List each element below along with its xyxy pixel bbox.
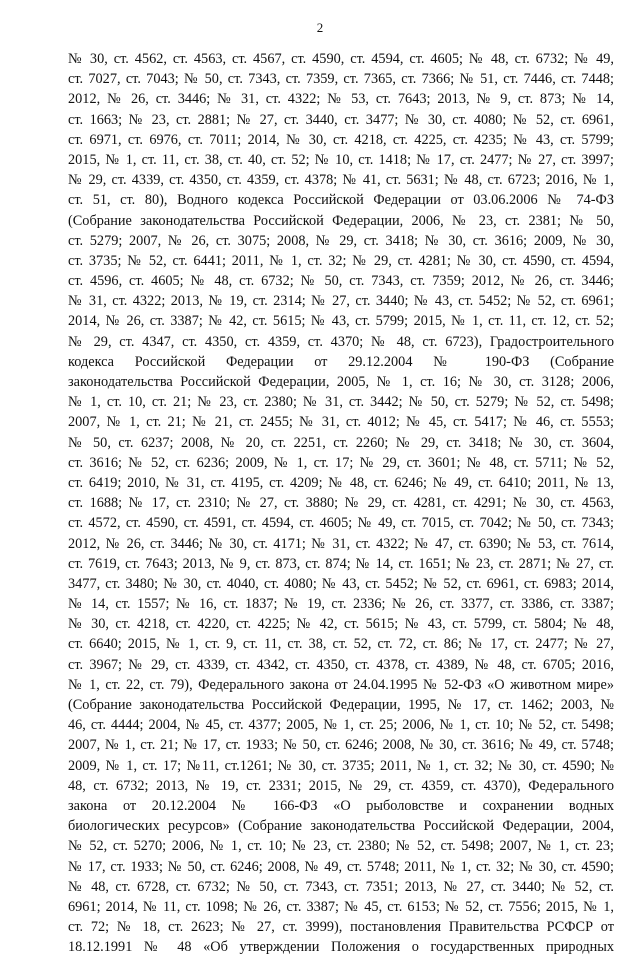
text-line: законодательства Российской Федерации, 2005, № 1, ст. 16; № 30, ст. 3128; 2006, [68, 374, 614, 390]
text-line: № 1, ст. 22, ст. 79), Федерального закона от 24.04.1995 № 52-ФЗ «О животном мире» [68, 676, 614, 693]
text-line: ст. 3967; № 29, ст. 4339, ст. 4342, ст. 4350, ст. 4378, ст. 4389, № 48, ст. 6705; 2016, [68, 656, 614, 673]
text-line: № 29, ст. 4347, ст. 4350, ст. 4359, ст. 4370; № 48, ст. 6723), Градостроительного [68, 333, 614, 350]
text-line: 2014, № 26, ст. 3387; № 42, ст. 5615; № 43, ст. 5799; 2015, № 1, ст. 11, ст. 12, ст. 52; [68, 313, 614, 330]
text-line: ст. 6971, ст. 6976, ст. 7011; 2014, № 30, ст. 4218, ст. 4225, ст. 4235; № 43, ст. 5799; [68, 131, 614, 148]
text-line: ст. 6640; 2015, № 1, ст. 9, ст. 11, ст. 38, ст. 52, ст. 72, ст. 86; № 17, ст. 2477; № 27, [68, 636, 614, 653]
text-line: 46, ст. 4444; 2004, № 45, ст. 4377; 2005, № 1, ст. 25; 2006, № 1, ст. 10; № 52, ст. 5498; [68, 717, 614, 734]
text-line: № 48, ст. 6728, ст. 6732; № 50, ст. 7343, ст. 7351; 2013, № 27, ст. 3440; № 52, ст. [68, 878, 614, 895]
text-line: № 31, ст. 4322; 2013, № 19, ст. 2314; № 27, ст. 3440; № 43, ст. 5452; № 52, ст. 6961; [68, 293, 614, 310]
text-line: ст. 1688; № 17, ст. 2310; № 27, ст. 3880; № 29, ст. 4281, ст. 4291; № 30, ст. 4563, [68, 495, 614, 512]
text-line: биологических ресурсов» (Собрание законодательства Российской Федерации, 2004, [68, 818, 614, 835]
text-line: 48, ст. 6732; 2013, № 19, ст. 2331; 2015, № 29, ст. 4359, ст. 4370), Федерального [68, 777, 614, 794]
text-line: № 30, ст. 4218, ст. 4220, ст. 4225; № 42, ст. 5615; № 43, ст. 5799, ст. 5804; № 48, [68, 616, 614, 633]
text-line: 2012, № 26, ст. 3446; № 31, ст. 4322; № 53, ст. 7643; 2013, № 9, ст. 873; № 14, [68, 91, 614, 108]
text-line: 2015, № 1, ст. 11, ст. 38, ст. 40, ст. 52; № 10, ст. 1418; № 17, ст. 2477; № 27, ст. 3997; [68, 151, 614, 168]
text-line: № 17, ст. 1933; № 50, ст. 6246; 2008, № 49, ст. 5748; 2011, № 1, ст. 32; № 30, ст. 4590; [68, 858, 614, 875]
text-line: ст. 4596, ст. 4605; № 48, ст. 6732; № 50, ст. 7343, ст. 7359; 2012, № 26, ст. 3446; [68, 273, 614, 290]
page-number: 2 [316, 20, 324, 35]
text-line: 2012, № 26, ст. 3446; № 30, ст. 4171; № 31, ст. 4322; № 47, ст. 6390; № 53, ст. 7614, [68, 535, 614, 552]
text-line: (Собрание законодательства Российской Федерации, 1995, № 17, ст. 1462; 2003, № [68, 697, 614, 713]
text-line: № 1, ст. 10, ст. 21; № 23, ст. 2380; № 31, ст. 3442; № 50, ст. 5279; № 52, ст. 5498; [68, 394, 614, 411]
body-text [68, 49, 614, 957]
text-line: (Собрание законодательства Российской Федерации, 2006, № 23, ст. 2381; № 50, [68, 212, 614, 229]
text-line: ст. 72; № 18, ст. 2623; № 27, ст. 3999), постановления Правительства РСФСР от [68, 919, 614, 936]
text-line: 6961; 2014, № 11, ст. 1098; № 26, ст. 3387; № 45, ст. 6153; № 52, ст. 7556; 2015, № 1, [68, 898, 614, 915]
text-line: № 50, ст. 6237; 2008, № 20, ст. 2251, ст. 2260; № 29, ст. 3418; № 30, ст. 3604, [68, 434, 614, 451]
text-line: 2007, № 1, ст. 21; № 21, ст. 2455; № 31, ст. 4012; № 45, ст. 5417; № 46, ст. 5553; [68, 414, 614, 431]
text-line: ст. 7619, ст. 7643; 2013, № 9, ст. 873, ст. 874; № 14, ст. 1651; № 23, ст. 2871; № 27, ст. [68, 555, 614, 572]
text-line: закона от 20.12.2004 № 166-ФЗ «О рыболовстве и сохранении водных [68, 797, 614, 814]
text-line: ст. 3616; № 52, ст. 6236; 2009, № 1, ст. 17; № 29, ст. 3601; № 48, ст. 5711; № 52, [68, 454, 614, 471]
text-line: ст. 51, ст. 80), Водного кодекса Российской Федерации от 03.06.2006 № 74-ФЗ [68, 192, 614, 209]
text-line: ст. 6419; 2010, № 31, ст. 4195, ст. 4209; № 48, ст. 6246; № 49, ст. 6410; 2011, № 13, [68, 474, 614, 491]
text-line: № 14, ст. 1557; № 16, ст. 1837; № 19, ст. 2336; № 26, ст. 3377, ст. 3386, ст. 3387; [68, 596, 614, 613]
text-line: № 52, ст. 5270; 2006, № 1, ст. 10; № 23, ст. 2380; № 52, ст. 5498; 2007, № 1, ст. 23; [68, 838, 614, 855]
text-line: 3477, ст. 3480; № 30, ст. 4040, ст. 4080; № 43, ст. 5452; № 52, ст. 6961, ст. 6983; 2014, [68, 575, 614, 592]
text-line: ст. 5279; 2007, № 26, ст. 3075; 2008, № 29, ст. 3418; № 30, ст. 3616; 2009, № 30, [68, 232, 614, 249]
text-line: 18.12.1991 № 48 «Об утверждении Положения о государственных природных [68, 939, 614, 956]
text-line: ст. 4572, ст. 4590, ст. 4591, ст. 4594, ст. 4605; № 49, ст. 7015, ст. 7042; № 50, ст. 7343; [68, 515, 614, 532]
text-line: № 29, ст. 4339, ст. 4350, ст. 4359, ст. 4378; № 41, ст. 5631; № 48, ст. 6723; 2016, № 1, [68, 172, 614, 189]
text-line: ст. 1663; № 23, ст. 2881; № 27, ст. 3440, ст. 3477; № 30, ст. 4080; № 52, ст. 6961, [68, 111, 614, 128]
text-line: 2009, № 1, ст. 17; №11, ст.1261; № 30, ст. 3735; 2011, № 1, ст. 32; № 30, ст. 4590; № [68, 757, 614, 774]
text-line: кодекса Российской Федерации от 29.12.2004 № 190-ФЗ (Собрание [68, 353, 614, 370]
text-line: № 30, ст. 4562, ст. 4563, ст. 4567, ст. 4590, ст. 4594, ст. 4605; № 48, ст. 6732; № 49, [68, 51, 614, 67]
text-line: 2007, № 1, ст. 21; № 17, ст. 1933; № 50, ст. 6246; 2008, № 30, ст. 3616; № 49, ст. 5748; [68, 737, 614, 754]
text-line: ст. 3735; № 52, ст. 6441; 2011, № 1, ст. 32; № 29, ст. 4281; № 30, ст. 4590, ст. 4594, [68, 252, 614, 269]
text-line: ст. 7027, ст. 7043; № 50, ст. 7343, ст. 7359, ст. 7365, ст. 7366; № 51, ст. 7446, ст. 7448; [68, 71, 614, 88]
